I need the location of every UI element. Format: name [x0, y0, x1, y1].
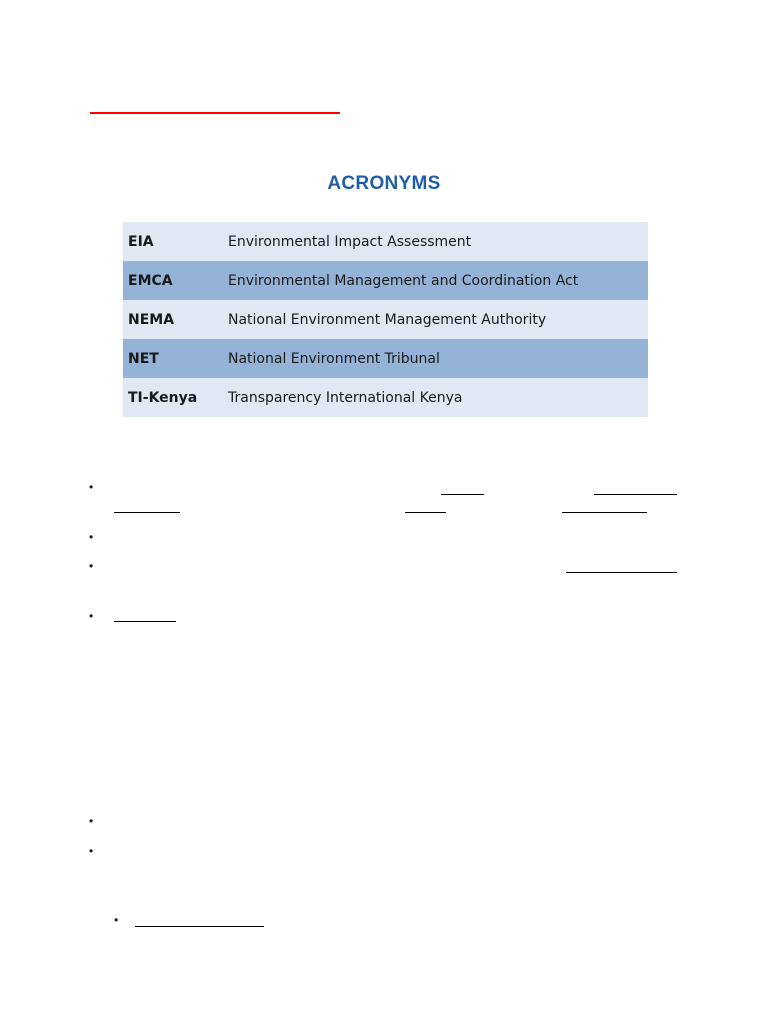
- red-rule-line: [90, 112, 340, 114]
- table-row: [123, 261, 648, 300]
- acronym-full: Environmental Management and Coordination Act: [228, 272, 579, 289]
- underline-stroke: [114, 621, 176, 622]
- acronym-abbr: EIA: [128, 233, 154, 250]
- bullet-point: •: [89, 559, 94, 573]
- acronym-full: Transparency International Kenya: [228, 389, 463, 406]
- bullet-point: •: [89, 480, 94, 494]
- bullet-point: •: [114, 913, 119, 927]
- table-row: [123, 222, 648, 261]
- acronym-abbr: NEMA: [128, 311, 175, 328]
- bullet-point: •: [89, 530, 94, 544]
- underline-stroke: [566, 572, 677, 573]
- acronym-full: Environmental Impact Assessment: [228, 233, 472, 250]
- underline-stroke: [441, 494, 484, 495]
- acronym-abbr: TI-Kenya: [128, 389, 198, 406]
- underline-stroke: [114, 512, 180, 513]
- underline-stroke: [562, 512, 647, 513]
- bullet-point: •: [89, 814, 94, 828]
- table-row: [123, 300, 648, 339]
- acronyms-table: [123, 222, 648, 417]
- acronyms-heading: ACRONYMS: [327, 173, 441, 194]
- underline-stroke: [405, 512, 446, 513]
- acronym-abbr: EMCA: [128, 272, 173, 289]
- acronym-full: National Environment Tribunal: [228, 350, 440, 367]
- acronym-abbr: NET: [128, 350, 159, 367]
- table-row: [123, 339, 648, 378]
- bullet-point: •: [89, 844, 94, 858]
- underline-stroke: [594, 494, 677, 495]
- acronym-full: National Environment Management Authority: [228, 311, 547, 328]
- bullet-point: •: [89, 609, 94, 623]
- underline-stroke: [135, 926, 264, 927]
- table-row: [123, 378, 648, 417]
